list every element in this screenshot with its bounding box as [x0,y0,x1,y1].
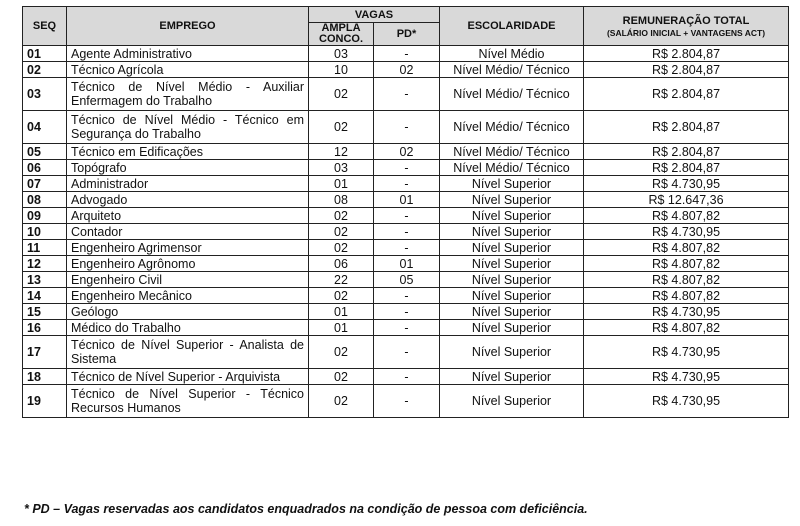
emprego-cell: Técnico Agrícola [67,62,309,78]
remuneracao-cell: R$ 2.804,87 [584,111,789,144]
pd-cell: - [374,46,440,62]
remuneracao-cell: R$ 2.804,87 [584,78,789,111]
ampla-cell: 02 [309,369,374,385]
table-row [23,385,789,418]
escolaridade-cell: Nível Superior [440,272,584,288]
header-vagas: VAGAS [309,7,440,23]
table-row [23,192,789,208]
ampla-cell: 03 [309,46,374,62]
ampla-cell: 10 [309,62,374,78]
remuneracao-cell: R$ 4.730,95 [584,224,789,240]
seq-cell: 19 [23,385,67,418]
remuneracao-cell: R$ 12.647,36 [584,192,789,208]
pd-cell: - [374,336,440,369]
escolaridade-cell: Nível Superior [440,208,584,224]
remuneracao-cell: R$ 2.804,87 [584,144,789,160]
remuneracao-cell: R$ 4.730,95 [584,369,789,385]
header-emprego: EMPREGO [67,7,309,46]
escolaridade-cell: Nível Superior [440,304,584,320]
seq-cell: 14 [23,288,67,304]
emprego-cell: Técnico de Nível Médio - Auxiliar Enfermagem do Trabalho [67,78,309,111]
emprego-cell: Técnico de Nível Médio - Técnico em Segurança do Trabalho [67,111,309,144]
table-row [23,160,789,176]
table-row [23,256,789,272]
pd-cell: 01 [374,192,440,208]
seq-cell: 11 [23,240,67,256]
ampla-cell: 12 [309,144,374,160]
pd-cell: - [374,369,440,385]
emprego-cell: Técnico de Nível Superior - Arquivista [67,369,309,385]
table-row [23,336,789,369]
table-row [23,369,789,385]
seq-cell: 04 [23,111,67,144]
seq-cell: 10 [23,224,67,240]
pd-cell: - [374,111,440,144]
remuneracao-cell: R$ 4.807,82 [584,320,789,336]
table-row [23,240,789,256]
seq-cell: 17 [23,336,67,369]
header-seq: SEQ [23,7,67,46]
remuneracao-cell: R$ 2.804,87 [584,46,789,62]
remuneracao-cell: R$ 4.807,82 [584,272,789,288]
table-row [23,304,789,320]
emprego-cell: Técnico de Nível Superior - Analista de Sistema [67,336,309,369]
emprego-cell: Geólogo [67,304,309,320]
ampla-cell: 02 [309,208,374,224]
table-row [23,288,789,304]
table-row [23,320,789,336]
seq-cell: 18 [23,369,67,385]
escolaridade-cell: Nível Superior [440,224,584,240]
header-ampla: AMPLA CONCO. [309,23,374,46]
table-body [23,46,789,418]
ampla-cell: 01 [309,320,374,336]
emprego-cell: Arquiteto [67,208,309,224]
seq-cell: 01 [23,46,67,62]
pd-cell: - [374,320,440,336]
escolaridade-cell: Nível Médio/ Técnico [440,160,584,176]
remuneracao-cell: R$ 4.730,95 [584,385,789,418]
seq-cell: 15 [23,304,67,320]
seq-cell: 16 [23,320,67,336]
escolaridade-cell: Nível Médio [440,46,584,62]
pd-cell: - [374,208,440,224]
pd-cell: 05 [374,272,440,288]
pd-cell: - [374,160,440,176]
escolaridade-cell: Nível Superior [440,176,584,192]
emprego-cell: Advogado [67,192,309,208]
seq-cell: 07 [23,176,67,192]
ampla-cell: 02 [309,288,374,304]
table-row [23,144,789,160]
ampla-cell: 02 [309,78,374,111]
seq-cell: 09 [23,208,67,224]
escolaridade-cell: Nível Superior [440,288,584,304]
pd-cell: - [374,240,440,256]
escolaridade-cell: Nível Superior [440,192,584,208]
ampla-cell: 02 [309,111,374,144]
seq-cell: 05 [23,144,67,160]
ampla-cell: 22 [309,272,374,288]
vacancy-table [22,6,789,418]
pd-cell: - [374,224,440,240]
remuneracao-cell: R$ 4.730,95 [584,176,789,192]
table-row [23,78,789,111]
emprego-cell: Contador [67,224,309,240]
pd-cell: 02 [374,144,440,160]
header-escolaridade: ESCOLARIDADE [440,7,584,46]
seq-cell: 06 [23,160,67,176]
emprego-cell: Engenheiro Agrônomo [67,256,309,272]
table-row [23,176,789,192]
remuneracao-cell: R$ 4.730,95 [584,304,789,320]
ampla-cell: 02 [309,385,374,418]
pd-cell: - [374,304,440,320]
escolaridade-cell: Nível Superior [440,385,584,418]
pd-cell: - [374,176,440,192]
pd-cell: 02 [374,62,440,78]
seq-cell: 12 [23,256,67,272]
ampla-cell: 02 [309,240,374,256]
pd-cell: - [374,288,440,304]
escolaridade-cell: Nível Médio/ Técnico [440,62,584,78]
table-row [23,111,789,144]
escolaridade-cell: Nível Superior [440,320,584,336]
remuneracao-cell: R$ 2.804,87 [584,160,789,176]
header-pd: PD* [374,23,440,46]
vacancy-table-container [22,6,788,418]
footnote: * PD – Vagas reservadas aos candidatos enquadrados na condição de pessoa com deficiência. [24,502,588,516]
escolaridade-cell: Nível Médio/ Técnico [440,78,584,111]
escolaridade-cell: Nível Superior [440,336,584,369]
table-row [23,62,789,78]
escolaridade-cell: Nível Médio/ Técnico [440,111,584,144]
emprego-cell: Topógrafo [67,160,309,176]
emprego-cell: Engenheiro Civil [67,272,309,288]
pd-cell: 01 [374,256,440,272]
header-remuneracao-title: REMUNERAÇÃO TOTAL [622,15,750,27]
ampla-cell: 06 [309,256,374,272]
escolaridade-cell: Nível Superior [440,256,584,272]
emprego-cell: Técnico de Nível Superior - Técnico Recursos Humanos [67,385,309,418]
seq-cell: 13 [23,272,67,288]
ampla-cell: 02 [309,224,374,240]
escolaridade-cell: Nível Superior [440,369,584,385]
ampla-cell: 08 [309,192,374,208]
emprego-cell: Técnico em Edificações [67,144,309,160]
header-remuneracao-subtitle: (SALÁRIO INICIAL + VANTAGENS ACT) [606,28,766,38]
emprego-cell: Engenheiro Mecânico [67,288,309,304]
remuneracao-cell: R$ 4.730,95 [584,336,789,369]
ampla-cell: 01 [309,304,374,320]
table-row [23,46,789,62]
remuneracao-cell: R$ 4.807,82 [584,208,789,224]
escolaridade-cell: Nível Médio/ Técnico [440,144,584,160]
remuneracao-cell: R$ 4.807,82 [584,288,789,304]
emprego-cell: Agente Administrativo [67,46,309,62]
seq-cell: 08 [23,192,67,208]
seq-cell: 02 [23,62,67,78]
header-remuneracao [584,7,789,46]
remuneracao-cell: R$ 4.807,82 [584,240,789,256]
pd-cell: - [374,385,440,418]
emprego-cell: Engenheiro Agrimensor [67,240,309,256]
pd-cell: - [374,78,440,111]
remuneracao-cell: R$ 4.807,82 [584,256,789,272]
emprego-cell: Médico do Trabalho [67,320,309,336]
escolaridade-cell: Nível Superior [440,240,584,256]
table-row [23,208,789,224]
ampla-cell: 02 [309,336,374,369]
seq-cell: 03 [23,78,67,111]
table-row [23,272,789,288]
ampla-cell: 01 [309,176,374,192]
ampla-cell: 03 [309,160,374,176]
remuneracao-cell: R$ 2.804,87 [584,62,789,78]
emprego-cell: Administrador [67,176,309,192]
table-row [23,224,789,240]
